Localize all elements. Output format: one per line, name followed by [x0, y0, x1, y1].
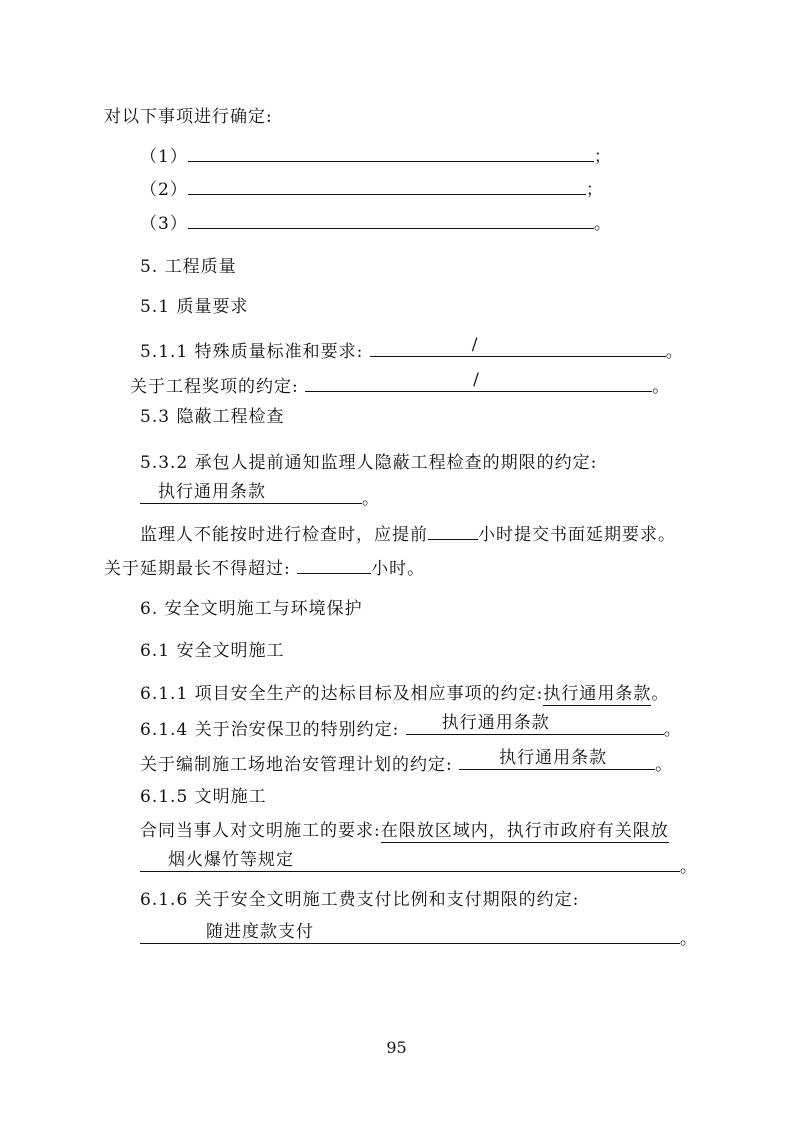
page-number: 95 [386, 1038, 407, 1057]
item-number: （1） [140, 147, 188, 167]
intro-text: 对以下事项进行确定: [104, 107, 273, 127]
filled-value: 执行通用条款 [543, 684, 652, 704]
item-number: （2） [140, 180, 188, 200]
fill-blank[interactable]: 随进度款支付 [140, 925, 680, 944]
section-heading-6: 6. 安全文明施工与环境保护 [140, 599, 363, 619]
item-2: （2） ； [140, 176, 604, 201]
filled-value: 在限放区域内，执行市政府有关限放 [380, 821, 669, 841]
civil-clause-cont: 烟火爆竹等规定 。 [140, 853, 698, 878]
fill-blank[interactable] [188, 176, 586, 195]
clause-6-1-5: 6.1.5 文明施工 [140, 787, 267, 807]
clause-6-1-1: 6.1.1 项目安全生产的达标目标及相应事项的约定:执行通用条款。 [140, 684, 670, 704]
clause-6-1-4: 6.1.4 关于治安保卫的特别约定: 执行通用条款 。 [140, 713, 682, 740]
fill-blank[interactable]: 执行通用条款 [406, 716, 664, 735]
section-heading-5-1: 5.1 质量要求 [140, 297, 249, 317]
fill-blank[interactable] [188, 210, 594, 229]
supervisor-clause: 监理人不能按时进行检查时，应提前 小时提交书面延期要求。 [140, 521, 676, 546]
item-3: （3） 。 [140, 210, 612, 235]
fill-blank[interactable]: / [370, 338, 666, 357]
item-1: （1） ； [140, 143, 612, 168]
fill-blank[interactable]: 执行通用条款 [459, 751, 655, 770]
fill-blank[interactable]: / [305, 373, 652, 392]
clause-5-1-1: 5.1.1 特殊质量标准和要求: / 。 [140, 335, 684, 362]
award-clause: 关于工程奖项的约定: / 。 [130, 370, 671, 397]
section-heading-5: 5. 工程质量 [140, 257, 237, 277]
clause-6-1-6-answer: 随进度款支付 。 [140, 925, 698, 950]
fill-blank[interactable] [428, 521, 478, 540]
clause-5-3-2: 5.3.2 承包人提前通知监理人隐蔽工程检查的期限的约定: [140, 453, 598, 473]
fill-blank[interactable] [297, 555, 371, 574]
fill-blank[interactable]: 烟火爆竹等规定 [140, 853, 680, 872]
item-number: （3） [140, 214, 188, 234]
fill-blank[interactable] [188, 143, 594, 162]
clause-5-3-2-answer: 执行通用条款 。 [140, 485, 380, 510]
fill-blank[interactable]: 执行通用条款 [140, 485, 362, 504]
civil-clause: 合同当事人对文明施工的要求:在限放区域内，执行市政府有关限放 [140, 821, 669, 841]
section-heading-5-3: 5.3 隐蔽工程检查 [140, 407, 285, 427]
plan-clause: 关于编制施工场地治安管理计划的约定: 执行通用条款 。 [140, 748, 674, 775]
section-heading-6-1: 6.1 安全文明施工 [140, 641, 285, 661]
extension-clause: 关于延期最长不得超过: 小时。 [104, 555, 425, 580]
clause-6-1-6: 6.1.6 关于安全文明施工费支付比例和支付期限的约定: [140, 890, 580, 910]
